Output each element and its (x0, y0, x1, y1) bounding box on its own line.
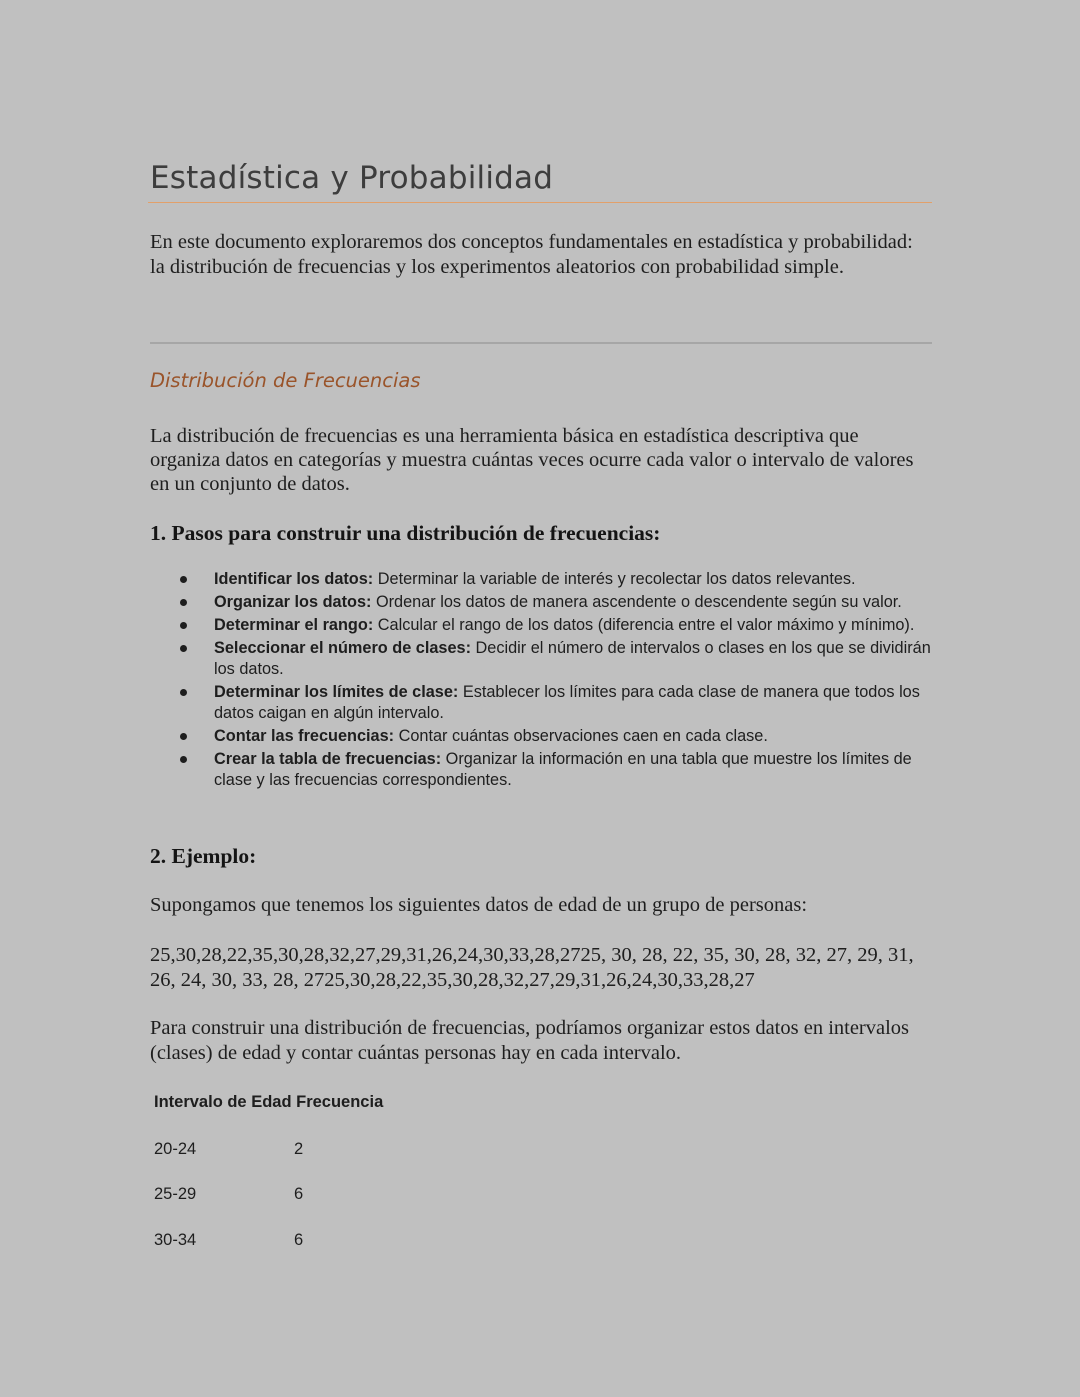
document-title: Estadística y Probabilidad (150, 160, 554, 196)
section-paragraph: La distribución de frecuencias es una herramienta básica en estadística descriptiva que organiza datos en categorías y muestra cuántas veces ocurre cada valor o intervalo de valores en un conjunto de datos. (150, 425, 914, 495)
step-text: Contar cuántas observaciones caen en cada clase. (394, 727, 768, 745)
steps-heading: 1. Pasos para construir una distribución de frecuencias: (150, 521, 661, 545)
intro-paragraph: En este documento exploraremos dos conceptos fundamentales en estadística y probabilidad: la distribución de frecuencias y los experimentos aleatorios con probabilidad simple. (150, 231, 913, 278)
step-text: Decidir el número de intervalos o clases en los que se dividirán los datos. (214, 639, 931, 678)
frequency-cell: 2 (294, 1140, 304, 1158)
bullet-icon (180, 756, 187, 763)
bullet-icon (180, 622, 187, 629)
list-item (180, 592, 940, 613)
example-heading: 2. Ejemplo: (150, 844, 257, 868)
step-label: Contar las frecuencias: (214, 727, 395, 745)
example-intro: Supongamos que tenemos los siguientes datos de edad de un grupo de personas: (150, 894, 808, 916)
interval-cell: 30-34 (154, 1231, 197, 1249)
bullet-icon (180, 689, 187, 696)
step-text: Organizar la información en una tabla que muestre los límites de clase y las frecuencias correspondientes. (214, 750, 912, 789)
table-header: Intervalo de Edad Frecuencia (154, 1093, 384, 1111)
list-item (180, 726, 940, 747)
interval-cell: 25-29 (154, 1185, 197, 1203)
frequency-cell: 6 (294, 1231, 304, 1249)
frequency-cell: 6 (294, 1185, 304, 1203)
example-data: 25,30,28,22,35,30,28,32,27,29,31,26,24,30,33,28,2725, 30, 28, 22, 35, 30, 28, 32, 27, 29, 31, 26, 24, 30, 33, 28, 2725,30,28,22,35,30,28,32,27,29,31,26,24,30,33,28,27 (150, 944, 914, 991)
steps-list (180, 569, 940, 793)
step-label: Seleccionar el número de clases: (214, 639, 472, 657)
step-text: Establecer los límites para cada clase de manera que todos los datos caigan en algún intervalo. (214, 683, 920, 722)
bullet-icon (180, 645, 187, 652)
list-item (180, 749, 940, 791)
title-underline (148, 202, 932, 203)
step-label: Crear la tabla de frecuencias: (214, 750, 442, 768)
bullet-icon (180, 733, 187, 740)
section-divider (150, 342, 932, 344)
step-label: Identificar los datos: (214, 570, 374, 588)
step-text: Ordenar los datos de manera ascendente o descendente según su valor. (371, 593, 902, 611)
section-heading: Distribución de Frecuencias (150, 369, 421, 392)
step-label: Determinar el rango: (214, 616, 374, 634)
bullet-icon (180, 576, 187, 583)
step-label: Determinar los límites de clase: (214, 683, 459, 701)
frequency-table (154, 1093, 384, 1249)
step-label: Organizar los datos: (214, 593, 372, 611)
list-item (180, 638, 940, 680)
list-item (180, 615, 940, 636)
interval-cell: 20-24 (154, 1140, 197, 1158)
step-text: Calcular el rango de los datos (diferencia entre el valor máximo y mínimo). (373, 616, 915, 634)
list-item (180, 682, 940, 724)
step-text: Determinar la variable de interés y recolectar los datos relevantes. (373, 570, 856, 588)
bullet-icon (180, 599, 187, 606)
example-paragraph: Para construir una distribución de frecuencias, podríamos organizar estos datos en intervalos (clases) de edad y contar cuántas personas hay en cada intervalo. (150, 1017, 910, 1064)
list-item (180, 569, 940, 590)
